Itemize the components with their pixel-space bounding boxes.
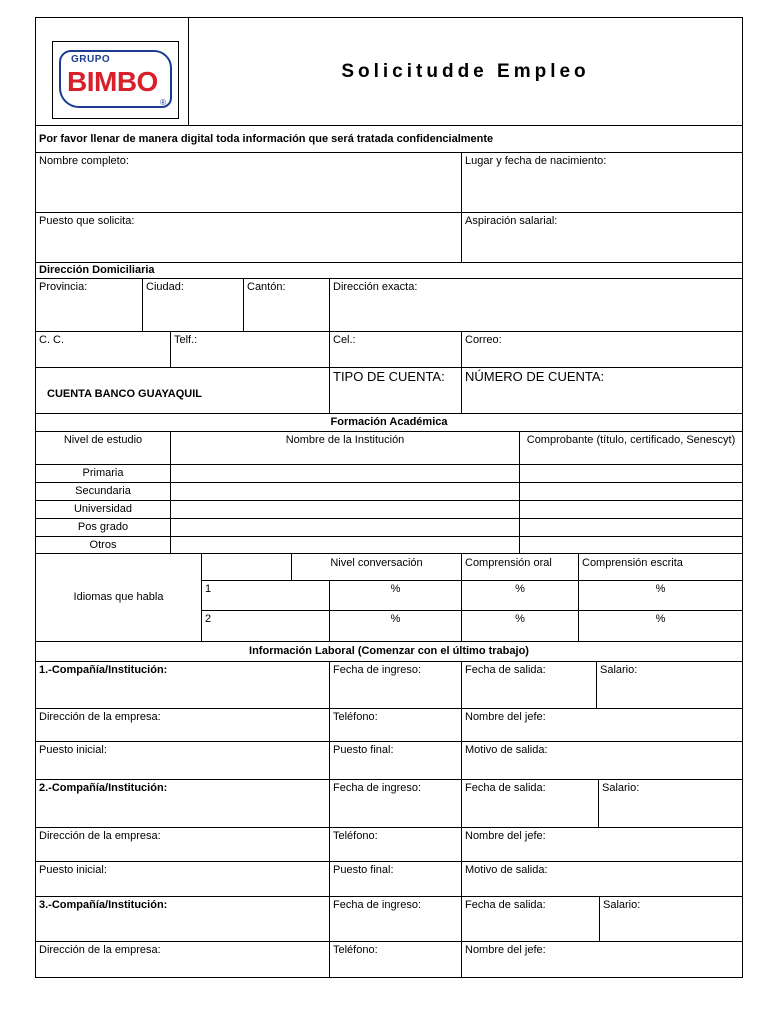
confidential-notice	[35, 125, 743, 153]
provincia-label: Provincia:	[39, 281, 88, 293]
nombre-jefe-3-field[interactable]	[461, 941, 743, 978]
compania-2-label: 2.-Compañía/Institución:	[39, 782, 168, 794]
salario-label: Salario:	[602, 782, 640, 794]
comprobante-otros-field[interactable]	[519, 536, 743, 554]
cuenta-banco-label: CUENTA BANCO GUAYAQUIL	[47, 388, 203, 400]
fecha-ingreso-2-field[interactable]	[329, 779, 462, 828]
motivo-salida-1-field[interactable]	[461, 741, 743, 780]
motivo-salida-label: Motivo de salida:	[465, 864, 548, 876]
nombre-completo-label: Nombre completo:	[39, 155, 129, 167]
compania-1-label: 1.-Compañía/Institución:	[39, 664, 168, 676]
col-nombre-institucion	[170, 431, 520, 465]
nivel-secundaria-label: Secundaria	[75, 485, 131, 497]
nombre-jefe-1-field[interactable]	[461, 708, 743, 742]
nivel-universidad	[35, 500, 171, 519]
idioma-2-field[interactable]	[201, 610, 330, 642]
idioma-1-number: 1	[205, 583, 212, 595]
institucion-posgrado-field[interactable]	[170, 518, 520, 537]
nivel-posgrado	[35, 518, 171, 537]
puesto-inicial-label: Puesto inicial:	[39, 864, 107, 876]
idioma-2-oral-field[interactable]	[461, 610, 579, 642]
institucion-secundaria-field[interactable]	[170, 482, 520, 501]
logo-grupo-text: GRUPO	[71, 54, 111, 65]
percent-sign: %	[515, 613, 525, 625]
motivo-salida-2-field[interactable]	[461, 861, 743, 897]
nombre-jefe-label: Nombre del jefe:	[465, 830, 546, 842]
puesto-inicial-1-field[interactable]	[35, 741, 330, 780]
ciudad-field[interactable]	[142, 278, 244, 332]
col-comprobante-label: Comprobante (título, certificado, Senescyt)	[526, 434, 736, 446]
idioma-1-oral-field[interactable]	[461, 580, 579, 611]
idioma-1-conversacion-field[interactable]	[329, 580, 462, 611]
compania-2-field[interactable]	[35, 779, 330, 828]
nivel-universidad-label: Universidad	[73, 503, 133, 515]
telefono-label: Teléfono:	[333, 830, 378, 842]
lugar-fecha-nacimiento-field[interactable]	[461, 152, 743, 213]
nivel-secundaria	[35, 482, 171, 501]
col-conversacion-label: Nivel conversación	[330, 557, 423, 569]
telf-field[interactable]	[170, 331, 330, 368]
fecha-ingreso-3-field[interactable]	[329, 896, 462, 942]
percent-sign: %	[390, 613, 401, 625]
puesto-final-1-field[interactable]	[329, 741, 462, 780]
nombre-jefe-2-field[interactable]	[461, 827, 743, 862]
cel-label: Cel.:	[333, 334, 356, 346]
salario-1-field[interactable]	[596, 661, 743, 709]
idiomas-label: Idiomas que habla	[73, 591, 164, 603]
title-cell	[188, 17, 743, 126]
tipo-cuenta-label: TIPO DE CUENTA:	[333, 369, 445, 384]
percent-sign: %	[390, 583, 401, 595]
telefono-label: Teléfono:	[333, 711, 378, 723]
col-nivel-label: Nivel de estudio	[63, 434, 143, 446]
numero-cuenta-label: NÚMERO DE CUENTA:	[465, 369, 605, 384]
compania-3-field[interactable]	[35, 896, 330, 942]
cuenta-banco-cell	[35, 367, 330, 414]
fecha-salida-3-field[interactable]	[461, 896, 600, 942]
ciudad-label: Ciudad:	[146, 281, 184, 293]
logo-emblem	[59, 50, 172, 108]
logo-bimbo-text: BIMBO	[67, 66, 158, 97]
cel-field[interactable]	[329, 331, 462, 368]
lugar-fecha-label: Lugar y fecha de nacimiento:	[465, 155, 607, 167]
telefono-2-field[interactable]	[329, 827, 462, 862]
telf-label: Telf.:	[174, 334, 198, 346]
direccion-heading	[35, 262, 743, 279]
percent-sign: %	[655, 583, 666, 595]
puesto-solicita-label: Puesto que solicita:	[39, 215, 135, 227]
salario-3-field[interactable]	[599, 896, 743, 942]
fecha-ingreso-label: Fecha de ingreso:	[333, 899, 422, 911]
puesto-final-2-field[interactable]	[329, 861, 462, 897]
col-nivel-estudio	[35, 431, 171, 465]
numero-cuenta-field[interactable]	[461, 367, 743, 414]
bimbo-logo	[52, 41, 179, 119]
correo-field[interactable]	[461, 331, 743, 368]
comprobante-primaria-field[interactable]	[519, 464, 743, 483]
fecha-ingreso-label: Fecha de ingreso:	[333, 782, 422, 794]
puesto-inicial-label: Puesto inicial:	[39, 744, 107, 756]
canton-field[interactable]	[243, 278, 330, 332]
aspiracion-salarial-field[interactable]	[461, 212, 743, 263]
idioma-1-field[interactable]	[201, 580, 330, 611]
logo-registered-mark: ®	[160, 98, 166, 107]
puesto-solicita-field[interactable]	[35, 212, 462, 263]
aspiracion-salarial-label: Aspiración salarial:	[465, 215, 558, 227]
correo-label: Correo:	[465, 334, 502, 346]
formacion-heading	[35, 413, 743, 432]
canton-label: Cantón:	[247, 281, 286, 293]
col-comprobante	[519, 431, 743, 465]
direccion-empresa-1-field[interactable]	[35, 708, 330, 742]
direccion-empresa-2-field[interactable]	[35, 827, 330, 862]
direccion-empresa-3-field[interactable]	[35, 941, 330, 978]
nivel-posgrado-label: Pos grado	[77, 521, 129, 533]
telefono-label: Teléfono:	[333, 944, 378, 956]
cc-field[interactable]	[35, 331, 171, 368]
tipo-cuenta-field[interactable]	[329, 367, 462, 414]
direccion-heading-text: Dirección Domiciliaria	[39, 264, 155, 276]
idioma-1-escrita-field[interactable]	[578, 580, 743, 611]
col-institucion-label: Nombre de la Institución	[285, 434, 405, 446]
laboral-heading	[35, 641, 743, 662]
col-oral-label: Comprensión oral	[465, 557, 552, 569]
puesto-final-label: Puesto final:	[333, 744, 394, 756]
comprobante-universidad-field[interactable]	[519, 500, 743, 519]
idioma-2-escrita-field[interactable]	[578, 610, 743, 642]
idiomas-label-cell	[35, 553, 202, 642]
idioma-header-blank	[201, 553, 292, 581]
institucion-primaria-field[interactable]	[170, 464, 520, 483]
col-comprension-oral	[461, 553, 579, 581]
compania-1-field[interactable]	[35, 661, 330, 709]
puesto-final-label: Puesto final:	[333, 864, 394, 876]
telefono-1-field[interactable]	[329, 708, 462, 742]
nivel-otros	[35, 536, 171, 554]
col-comprension-escrita	[578, 553, 743, 581]
idioma-2-conversacion-field[interactable]	[329, 610, 462, 642]
fecha-salida-label: Fecha de salida:	[465, 899, 546, 911]
percent-sign: %	[515, 583, 525, 595]
fecha-salida-label: Fecha de salida:	[465, 664, 546, 676]
fecha-ingreso-1-field[interactable]	[329, 661, 462, 709]
page-title: Solicitudde Empleo	[341, 61, 590, 82]
institucion-universidad-field[interactable]	[170, 500, 520, 519]
fecha-salida-2-field[interactable]	[461, 779, 599, 828]
salario-label: Salario:	[600, 664, 638, 676]
motivo-salida-label: Motivo de salida:	[465, 744, 548, 756]
direccion-exacta-label: Dirección exacta:	[333, 281, 418, 293]
percent-sign: %	[655, 613, 666, 625]
salario-label: Salario:	[603, 899, 641, 911]
col-escrita-label: Comprensión escrita	[582, 557, 683, 569]
laboral-heading-text: Información Laboral (Comenzar con el último trabajo)	[249, 645, 529, 657]
puesto-inicial-2-field[interactable]	[35, 861, 330, 897]
nivel-otros-label: Otros	[89, 539, 117, 551]
salario-2-field[interactable]	[598, 779, 743, 828]
comprobante-posgrado-field[interactable]	[519, 518, 743, 537]
formacion-heading-text: Formación Académica	[330, 416, 448, 428]
nombre-jefe-label: Nombre del jefe:	[465, 711, 546, 723]
nombre-jefe-label: Nombre del jefe:	[465, 944, 546, 956]
idioma-2-number: 2	[205, 613, 212, 625]
direccion-empresa-label: Dirección de la empresa:	[39, 830, 161, 842]
direccion-empresa-label: Dirección de la empresa:	[39, 944, 161, 956]
nivel-primaria-label: Primaria	[82, 467, 124, 479]
direccion-empresa-label: Dirección de la empresa:	[39, 711, 161, 723]
notice-text: Por favor llenar de manera digital toda información que será tratada confidencialmente	[39, 132, 494, 145]
fecha-salida-1-field[interactable]	[461, 661, 597, 709]
compania-3-label: 3.-Compañía/Institución:	[39, 899, 168, 911]
comprobante-secundaria-field[interactable]	[519, 482, 743, 501]
direccion-exacta-field[interactable]	[329, 278, 743, 332]
institucion-otros-field[interactable]	[170, 536, 520, 554]
fecha-ingreso-label: Fecha de ingreso:	[333, 664, 422, 676]
telefono-3-field[interactable]	[329, 941, 462, 978]
nombre-completo-field[interactable]	[35, 152, 462, 213]
nivel-primaria	[35, 464, 171, 483]
cc-label: C. C.	[39, 334, 65, 346]
col-nivel-conversacion	[291, 553, 462, 581]
provincia-field[interactable]	[35, 278, 143, 332]
fecha-salida-label: Fecha de salida:	[465, 782, 546, 794]
